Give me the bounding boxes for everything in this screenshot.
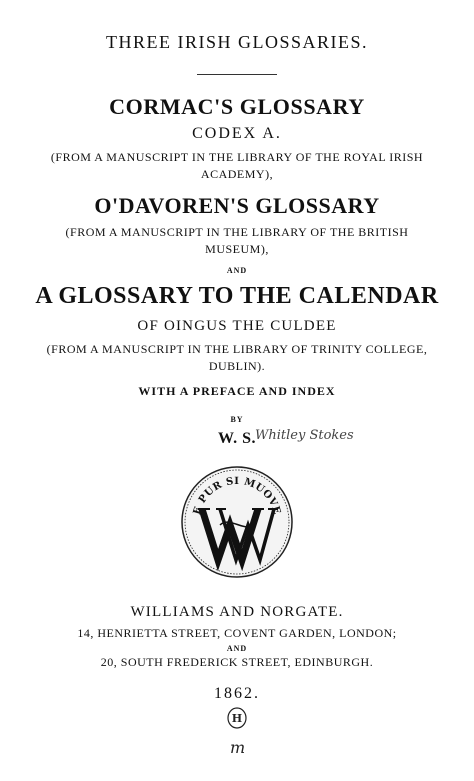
preface-line: WITH A PREFACE AND INDEX (138, 384, 336, 398)
seal-motto: E PUR SI MUOVE (191, 475, 283, 516)
work-title-odavoren: O'DAVOREN'S GLOSSARY (94, 193, 380, 218)
publication-year: 1862. (214, 685, 260, 702)
publisher-address-london: 14, HENRIETTA STREET, COVENT GARDEN, LONDON; (77, 626, 397, 640)
collection-title: THREE IRISH GLOSSARIES. (105, 32, 368, 52)
handwritten-author-annotation: Whitley Stokes (255, 428, 354, 443)
work-title-calendar: A GLOSSARY TO THE CALENDAR (35, 283, 439, 309)
library-stamp-icon (226, 707, 248, 729)
author-initials: W. S. (218, 430, 256, 447)
work-source-cormac-line2: ACADEMY), (200, 167, 274, 181)
publisher-name: WILLIAMS AND NORGATE. (130, 604, 344, 620)
work-subtitle-oingus: OF OINGUS THE CULDEE (137, 318, 337, 334)
work-title-cormac: CORMAC'S GLOSSARY (109, 94, 365, 119)
shelf-mark: m (230, 738, 246, 757)
address-conjunction-and: AND (226, 644, 248, 653)
publisher-address-edinburgh: 20, SOUTH FREDERICK STREET, EDINBURGH. (100, 655, 374, 669)
work-subtitle-codex: CODEX A. (192, 125, 282, 142)
divider-rule (197, 74, 277, 75)
work-source-calendar-line2: DUBLIN). (208, 359, 266, 373)
conjunction-and: AND (226, 266, 248, 275)
work-source-cormac-line1: (FROM A MANUSCRIPT IN THE LIBRARY OF THE ROYAL IRISH (50, 150, 424, 164)
publisher-seal-icon (180, 465, 294, 579)
work-source-odavoren-line2: MUSEUM), (205, 242, 269, 256)
library-stamp-letter: H (231, 712, 243, 725)
by-label: BY (230, 415, 244, 424)
work-source-calendar-line1: (FROM A MANUSCRIPT IN THE LIBRARY OF TRINITY COLLEGE, (46, 342, 428, 356)
work-source-odavoren-line1: (FROM A MANUSCRIPT IN THE LIBRARY OF THE BRITISH (65, 225, 409, 239)
